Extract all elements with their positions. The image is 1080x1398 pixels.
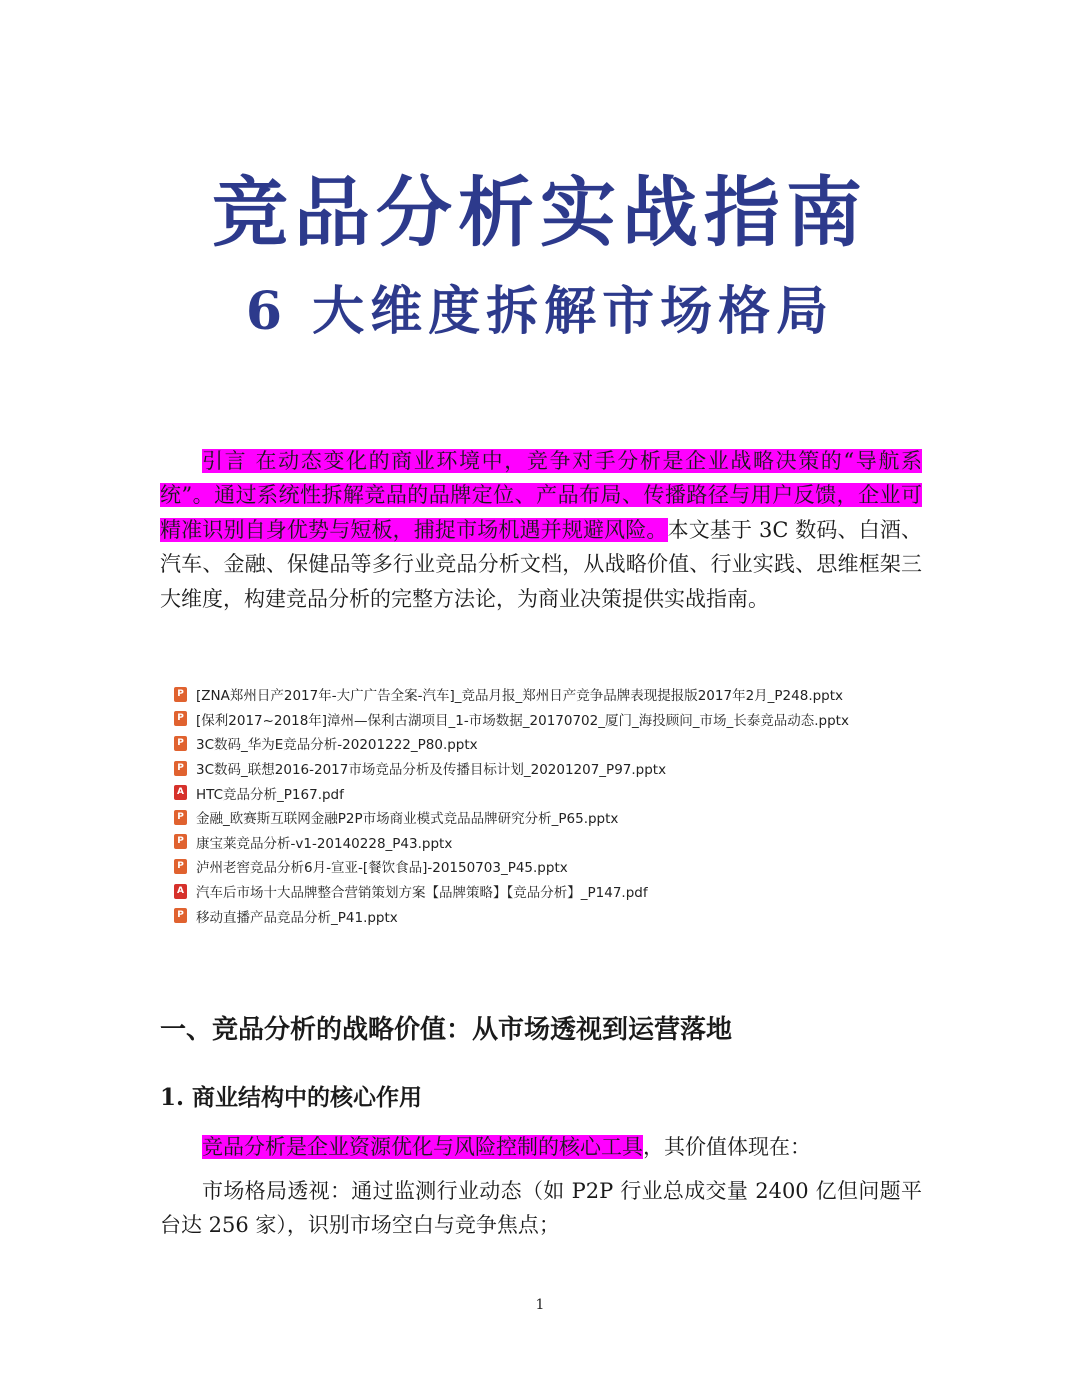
pptx-file-icon: P	[174, 736, 187, 751]
intro-highlighted-text: 引言 在动态变化的商业环境中，竞争对手分析是企业战略决策的“导航系统”。通过系统性拆解竞品的品牌定位、产品布局、传播路径与用户反馈，企业可精准识别自身优势与短板，捕捉市场机遇并规避风险。	[160, 449, 922, 542]
page-number: 1	[535, 1297, 545, 1313]
file-name: [ZNA郑州日产2017年-大广广告全案-汽车]_竞品月报_郑州日产竞争品牌表现提报版2017年2月_P248.pptx	[196, 688, 844, 705]
pptx-file-icon: P	[174, 810, 187, 825]
pptx-file-icon: P	[174, 908, 187, 923]
file-name: 3C数码_联想2016-2017市场竞品分析及传播目标计划_20201207_P97.pptx	[196, 762, 667, 779]
document-subtitle: 6 大维度拆解市场格局	[245, 281, 835, 342]
highlighted-text: 竞品分析是企业资源优化与风险控制的核心工具	[202, 1135, 643, 1159]
pptx-file-icon: P	[174, 687, 187, 702]
intro-paragraph	[160, 444, 922, 616]
file-item	[174, 854, 894, 879]
file-item	[174, 780, 894, 805]
file-name: 泸州老窖竞品分析6月-宣亚-[餐饮食品]-20150703_P45.pptx	[196, 860, 568, 877]
pptx-file-icon: P	[174, 711, 187, 726]
file-name: 移动直播产品竞品分析_P41.pptx	[196, 909, 398, 926]
pdf-file-icon: A	[174, 884, 187, 899]
file-name: 汽车后市场十大品牌整合营销策划方案【品牌策略】【竞品分析】_P147.pdf	[196, 885, 648, 902]
file-name: HTC竞品分析_P167.pdf	[196, 786, 344, 803]
pptx-file-icon: P	[174, 834, 187, 849]
file-item	[174, 903, 894, 928]
file-item	[174, 731, 894, 756]
file-name: 康宝莱竞品分析-v1-20140228_P43.pptx	[196, 835, 453, 852]
file-item	[174, 830, 894, 855]
file-item	[174, 756, 894, 781]
file-list	[174, 682, 894, 928]
pptx-file-icon: P	[174, 859, 187, 874]
document-title: 竞品分析实战指南	[212, 168, 868, 257]
body-paragraph: 市场格局透视：通过监测行业动态（如 P2P 行业总成交量 2400 亿但问题平台达 256 家），识别市场空白与竞争焦点；	[160, 1179, 922, 1237]
subsection-title: 商业结构中的核心作用	[184, 1085, 423, 1111]
subsection-heading	[160, 1080, 422, 1116]
subsection-number: 1.	[160, 1084, 185, 1111]
body-paragraph	[160, 1130, 922, 1164]
file-item	[174, 805, 894, 830]
intro-text: 本文基于 3C 数码、白酒、汽车、金融、保健品等多行业竞品分析文档，从战略价值、行业实践、思维框架三大维度，构建竞品分析的完整方法论，为商业决策提供实战指南。	[160, 517, 922, 611]
section-heading: 一、竞品分析的战略价值：从市场透视到运营落地	[160, 1015, 733, 1045]
pptx-file-icon: P	[174, 761, 187, 776]
file-name: 3C数码_华为E竞品分析-20201222_P80.pptx	[196, 737, 478, 754]
file-name: 金融_欧赛斯互联网金融P2P市场商业模式竞品品牌研究分析_P65.pptx	[196, 811, 619, 828]
file-item	[174, 879, 894, 904]
file-item	[174, 707, 894, 732]
file-name: [保利2017~2018年]漳州—保利古湖项目_1-市场数据_20170702_厦门_海投顾问_市场_长泰竞品动态.pptx	[196, 712, 849, 729]
paragraph-text: ，其价值体现在：	[643, 1135, 811, 1159]
file-item	[174, 682, 894, 707]
pdf-file-icon: A	[174, 785, 187, 800]
